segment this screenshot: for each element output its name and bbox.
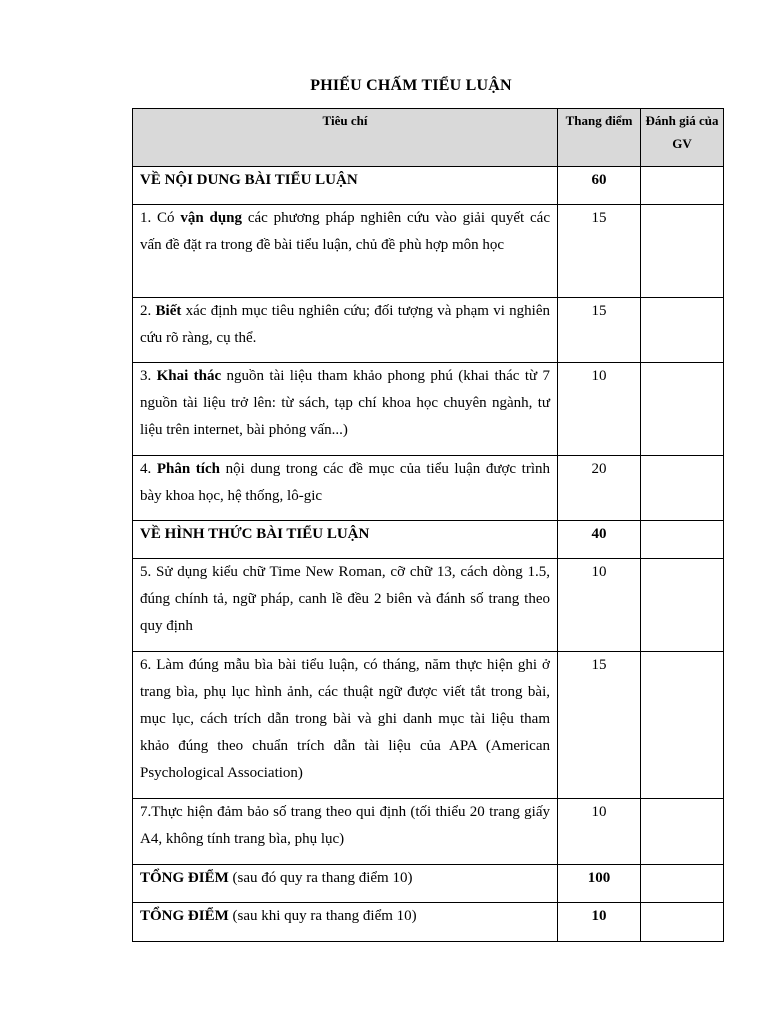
criterion-text: 3. Khai thác nguồn tài liệu tham khảo phong phú (khai thác từ 7 nguồn tài liệu trở lên: từ sách, tạp chí khoa học chuyên ngành, tư liệu trên internet, bài phỏng vấn...) (140, 368, 550, 438)
criterion-text: 2. Biết xác định mục tiêu nghiên cứu; đối tượng và phạm vi nghiên cứu rõ ràng, cụ thể. (140, 303, 550, 346)
criterion-text: 4. Phân tích nội dung trong các đề mục của tiểu luận được trình bày khoa học, hệ thống, lô-gic (140, 461, 550, 504)
section-row-content (133, 167, 724, 205)
criterion-points: 15 (591, 657, 607, 673)
total-label: TỔNG ĐIỂM (sau đó quy ra thang điểm 10) (140, 870, 413, 886)
total-row (133, 903, 724, 942)
section-row-form (133, 521, 724, 559)
header-criteria: Tiêu chí (133, 109, 558, 167)
page-title: PHIẾU CHẤM TIỂU LUẬN (310, 77, 512, 94)
total-label: TỔNG ĐIỂM (sau khi quy ra thang điểm 10) (140, 908, 417, 924)
evaluation-cell[interactable] (641, 167, 724, 205)
criterion-row (133, 652, 724, 799)
criterion-row (133, 298, 724, 363)
criterion-text: 7.Thực hiện đảm bảo số trang theo qui định (tối thiểu 20 trang giấy A4, không tính trang bìa, phụ lục) (140, 804, 550, 847)
criterion-points: 15 (591, 210, 607, 226)
header-scale: Thang điểm (558, 109, 641, 167)
section-title: VỀ NỘI DUNG BÀI TIỂU LUẬN (140, 172, 358, 188)
total-points: 100 (587, 870, 611, 886)
grading-table (132, 108, 724, 942)
criterion-text: 5. Sử dụng kiểu chữ Time New Roman, cỡ chữ 13, cách dòng 1.5, đúng chính tả, ngữ pháp, canh lề đều 2 biên và đánh số trang theo quy định (140, 564, 550, 634)
section-points: 60 (591, 172, 607, 188)
section-title: VỀ HÌNH THỨC BÀI TIỂU LUẬN (140, 526, 370, 542)
evaluation-cell[interactable] (641, 205, 724, 298)
criterion-text: 1. Có vận dụng các phương pháp nghiên cứu vào giải quyết các vấn đề đặt ra trong đề bài tiểu luận, chủ đề phù hợp môn học (140, 210, 550, 253)
evaluation-cell[interactable] (641, 298, 724, 363)
criterion-points: 15 (591, 303, 607, 319)
criterion-text: 6. Làm đúng mẫu bìa bài tiểu luận, có tháng, năm thực hiện ghi ở trang bìa, phụ lục hình ảnh, các thuật ngữ được viết tắt trong bài, mục lục, cách trích dẫn trong bài và ghi danh mục tài liệu tham khảo đúng theo chuẩn trích dẫn tài liệu của APA (American Psychological Association) (140, 657, 550, 781)
criterion-row (133, 363, 724, 456)
evaluation-cell[interactable] (641, 865, 724, 903)
criterion-row (133, 559, 724, 652)
evaluation-cell[interactable] (641, 903, 724, 942)
evaluation-cell[interactable] (641, 799, 724, 865)
criterion-row (133, 799, 724, 865)
section-points: 40 (591, 526, 607, 542)
total-row (133, 865, 724, 903)
header-evaluation: Đánh giá của GV (641, 109, 724, 167)
evaluation-cell[interactable] (641, 521, 724, 559)
evaluation-cell[interactable] (641, 456, 724, 521)
total-points: 10 (591, 908, 607, 924)
evaluation-cell[interactable] (641, 363, 724, 456)
evaluation-cell[interactable] (641, 652, 724, 799)
criterion-row (133, 456, 724, 521)
criterion-points: 10 (591, 564, 607, 580)
criterion-points: 20 (591, 461, 607, 477)
criterion-points: 10 (591, 368, 607, 384)
evaluation-cell[interactable] (641, 559, 724, 652)
criterion-row (133, 205, 724, 298)
criterion-points: 10 (591, 804, 607, 820)
table-header-row (133, 109, 724, 167)
